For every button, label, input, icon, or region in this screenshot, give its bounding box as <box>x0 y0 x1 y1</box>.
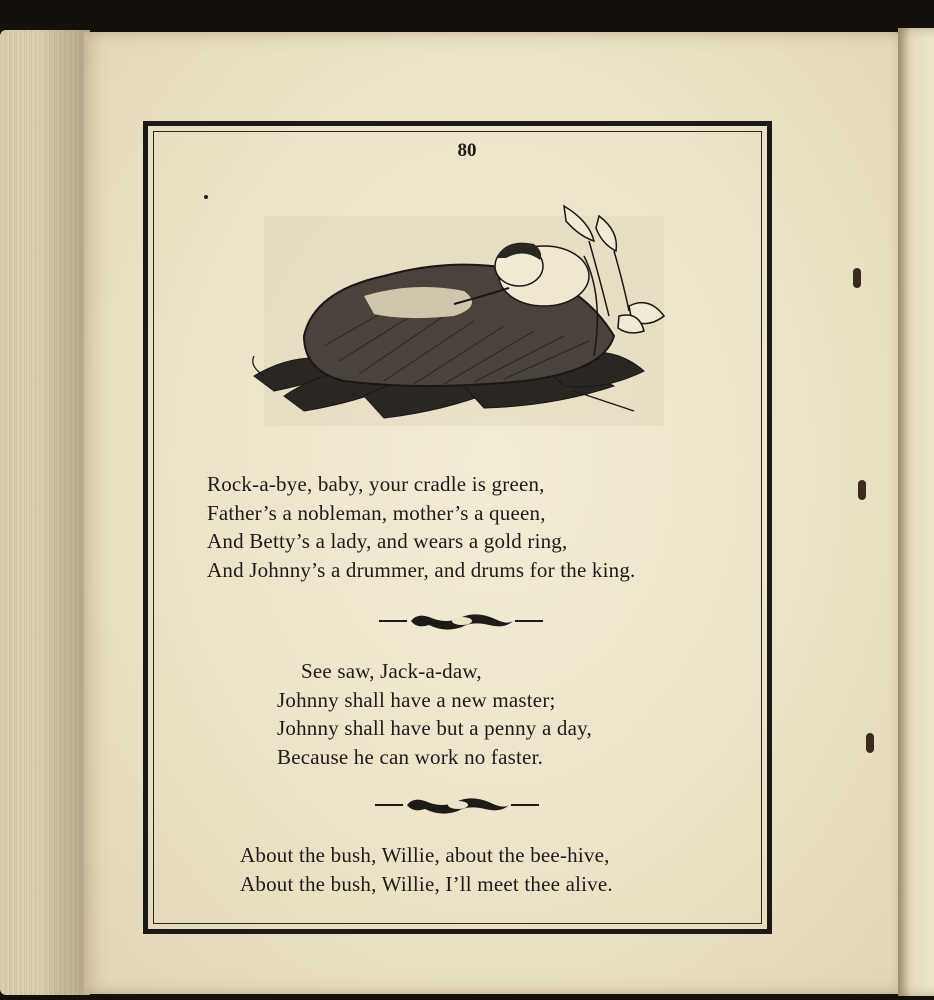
poem-line: And Johnny’s a drummer, and drums for the king. <box>207 557 636 582</box>
facing-page-edge <box>898 28 934 996</box>
scroll-divider-ornament-icon <box>377 609 547 633</box>
poem-line: Rock-a-bye, baby, your cradle is green, <box>207 472 545 496</box>
binding-hole-icon <box>858 480 866 500</box>
binding-hole-icon <box>866 733 874 753</box>
poem-line: About the bush, Willie, about the bee-hive, <box>240 843 610 867</box>
poem-line: Johnny shall have a new master; <box>277 687 556 712</box>
poem-line: About the bush, Willie, I’ll meet thee alive. <box>240 871 613 896</box>
poem-line: Father’s a nobleman, mother’s a queen, <box>207 500 546 525</box>
poem-line: Because he can work no faster. <box>277 744 544 769</box>
poem-see-saw <box>277 657 592 771</box>
poem-line: See saw, Jack-a-daw, <box>301 659 482 683</box>
binding-hole-icon <box>853 268 861 288</box>
poem-line: And Betty’s a lady, and wears a gold ring, <box>207 529 568 553</box>
poem-rock-a-bye <box>207 470 636 584</box>
page-number: 80 <box>457 140 477 161</box>
gutter-shadow <box>40 30 90 995</box>
poem-about-the-bush <box>240 841 613 898</box>
sleeping-baby-in-leaf-cradle-engraving-icon <box>244 196 670 432</box>
ink-speck <box>204 195 208 199</box>
scroll-divider-ornament-icon <box>373 793 543 817</box>
poem-line: Johnny shall have but a penny a day, <box>277 716 592 740</box>
